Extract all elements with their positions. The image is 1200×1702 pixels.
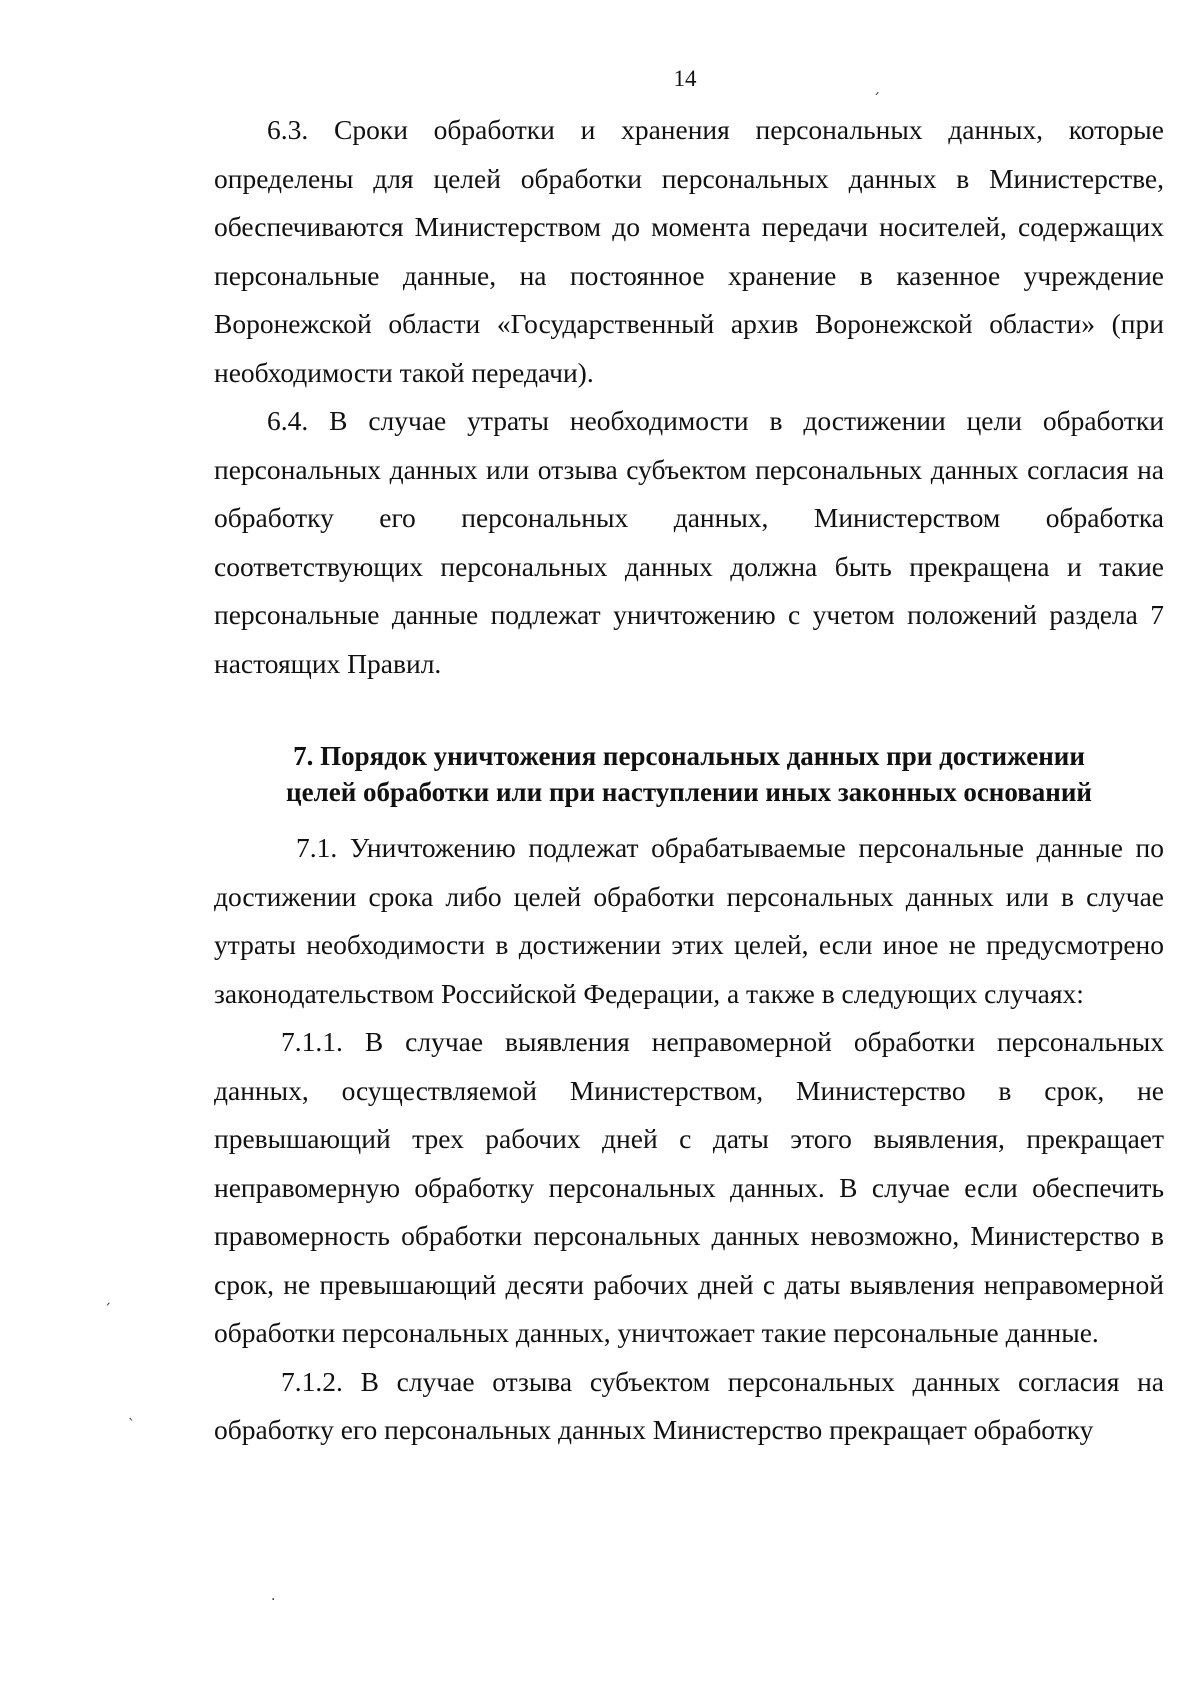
section-7-heading-line1: 7. Порядок уничтожения персональных данных при достижении: [293, 741, 1085, 771]
page-number: 14: [673, 66, 697, 91]
section-7-heading: [214, 738, 1164, 810]
paragraph-6-3: 6.3. Сроки обработки и хранения персональных данных, которые определены для целей обработки персональных данных в Министерстве, обеспечиваются Министерством до момента передачи носителей, содержащих персональные данные, на постоянное хранение в казенное учреждение Воронежской области «Государственный архив Воронежской области» (при необходимости такой передачи).: [214, 114, 1164, 388]
section-7-heading-line2: целей обработки или при наступлении иных законных оснований: [286, 777, 1092, 807]
paragraph-6-4: 6.4. В случае утраты необходимости в достижении цели обработки персональных данных или отзыва субъектом персональных данных согласия на обработку его персональных данных, Министерством обработка соответствующих персональных данных должна быть прекращена и такие персональные данные подлежат уничтожению с учетом положений раздела 7 настоящих Правил.: [214, 405, 1164, 679]
scan-speck-mark: ˎ: [128, 1405, 135, 1421]
paragraph-7-1-2: 7.1.2. В случае отзыва субъектом персональных данных согласия на обработку его персональных данных Министерство прекращает обработку: [214, 1365, 1164, 1445]
scan-speck-mark: ˊ: [873, 92, 880, 108]
scan-speck-mark: ·: [271, 1592, 276, 1608]
paragraph-7-1: 7.1. Уничтожению подлежат обрабатываемые персональные данные по достижении срока либо целей обработки персональных данных или в случае утраты необходимости в достижении этих целей, если иное не предусмотрено законодательством Российской Федерации, а также в следующих случаях:: [214, 832, 1164, 1009]
paragraph-7-1-1: 7.1.1. В случае выявления неправомерной обработки персональных данных, осуществляемой Министерством, Министерство в срок, не превышающий трех рабочих дней с даты этого выявления, прекращает неправомерную обработку персональных данных. В случае если обеспечить правомерность обработки персональных данных невозможно, Министерство в срок, не превышающий десяти рабочих дней с даты выявления неправомерной обработки персональных данных, уничтожает такие персональные данные.: [214, 1026, 1164, 1348]
scan-speck-mark: ˏ: [104, 1290, 111, 1306]
section-6-text: [214, 106, 1164, 688]
section-7-text: [214, 824, 1164, 1455]
